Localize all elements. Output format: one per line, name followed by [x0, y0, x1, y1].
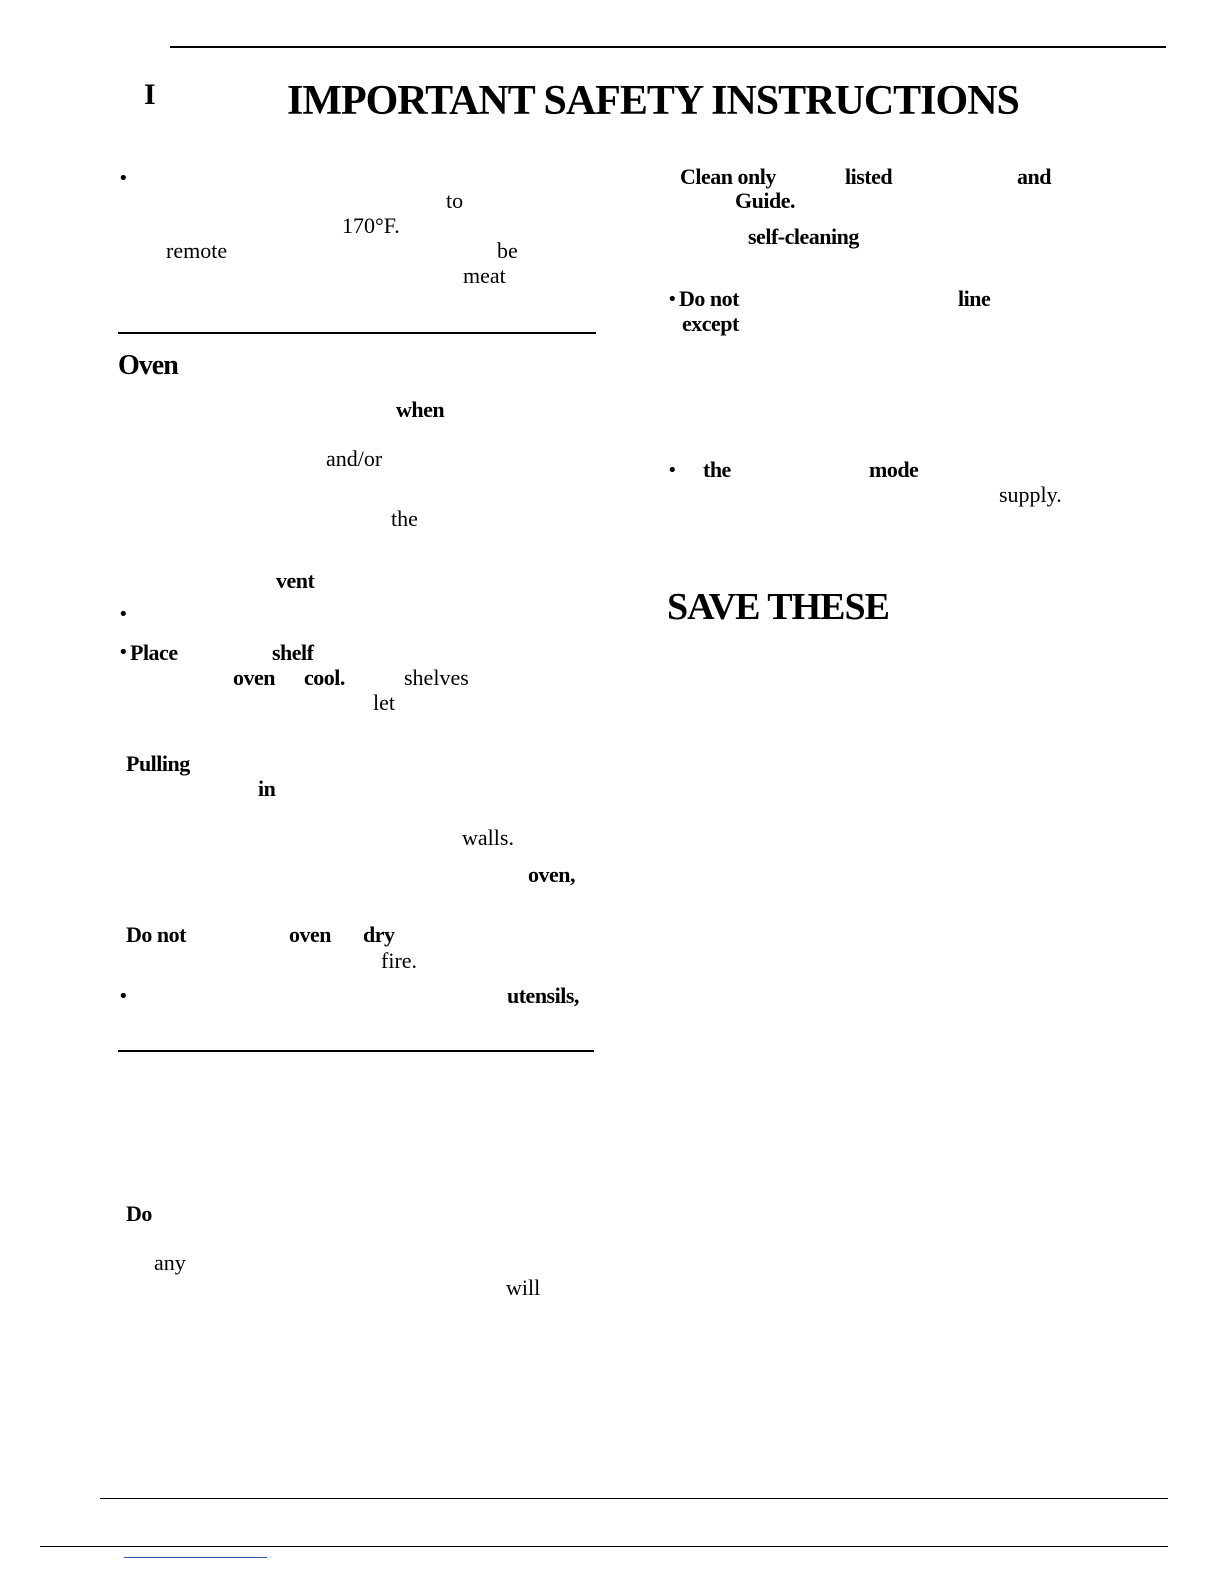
save-these-heading: SAVE THESE: [667, 586, 890, 628]
left-column-divider-2: [118, 1050, 594, 1052]
footer-rule: [100, 1498, 1168, 1499]
right-word-supply: supply.: [999, 482, 1062, 507]
oven-word-pulling: Pulling: [126, 751, 190, 776]
left-column-divider-1: [118, 332, 596, 334]
bullet: •: [118, 168, 129, 189]
bullet: •: [667, 289, 678, 310]
bullet: •: [118, 642, 129, 663]
right-word-self-cleaning: self-cleaning: [748, 224, 859, 249]
intro-word-to: to: [446, 188, 464, 213]
bottom-word-will: will: [506, 1275, 541, 1300]
page-title: IMPORTANT SAFETY INSTRUCTIONS: [287, 78, 1019, 124]
oven-word-dry: dry: [363, 922, 395, 947]
right-word-guide: Guide.: [735, 188, 795, 213]
intro-word-meat: meat: [463, 263, 506, 288]
bullet: •: [667, 460, 678, 481]
oven-word-oven: oven: [233, 665, 275, 690]
oven-word-vent: vent: [276, 568, 315, 593]
intro-word-be: be: [497, 238, 518, 263]
oven-word-cool: cool.: [304, 665, 345, 690]
oven-word-do-not: Do not: [126, 922, 186, 947]
oven-word-in: in: [258, 776, 276, 801]
header-mark: I: [144, 78, 155, 111]
right-word-and: and: [1017, 164, 1051, 189]
right-word-the: the: [703, 457, 731, 482]
right-word-mode: mode: [869, 457, 919, 482]
oven-word-and-or: and/or: [326, 446, 383, 471]
right-word-listed: listed: [845, 164, 893, 189]
right-word-except: except: [682, 311, 739, 336]
oven-word-let: let: [373, 690, 395, 715]
right-word-do-not: Do not: [679, 286, 739, 311]
bullet: •: [118, 986, 129, 1007]
oven-word-the: the: [391, 506, 418, 531]
oven-word-utensils: utensils,: [507, 983, 579, 1008]
oven-word-place: Place: [130, 640, 178, 665]
bullet: •: [118, 604, 129, 625]
intro-word-remote: remote: [166, 238, 228, 263]
oven-section-heading: Oven: [118, 350, 178, 381]
oven-word-shelf: shelf: [272, 640, 314, 665]
bottom-word-do: Do: [126, 1201, 152, 1226]
oven-word-when: when: [396, 397, 445, 422]
top-rule: [170, 46, 1166, 48]
right-clean-only: Clean only: [680, 164, 776, 189]
oven-word-fire: fire.: [381, 948, 418, 973]
right-word-line: line: [958, 286, 991, 311]
oven-word-oven-2: oven: [289, 922, 331, 947]
link-underline: [124, 1557, 267, 1558]
oven-word-oven-comma: oven,: [528, 862, 575, 887]
oven-word-shelves: shelves: [404, 665, 469, 690]
page-bottom-rule: [40, 1546, 1168, 1547]
oven-word-walls: walls.: [462, 825, 514, 850]
intro-temperature: 170°F.: [342, 213, 400, 238]
bottom-word-any: any: [154, 1250, 186, 1275]
